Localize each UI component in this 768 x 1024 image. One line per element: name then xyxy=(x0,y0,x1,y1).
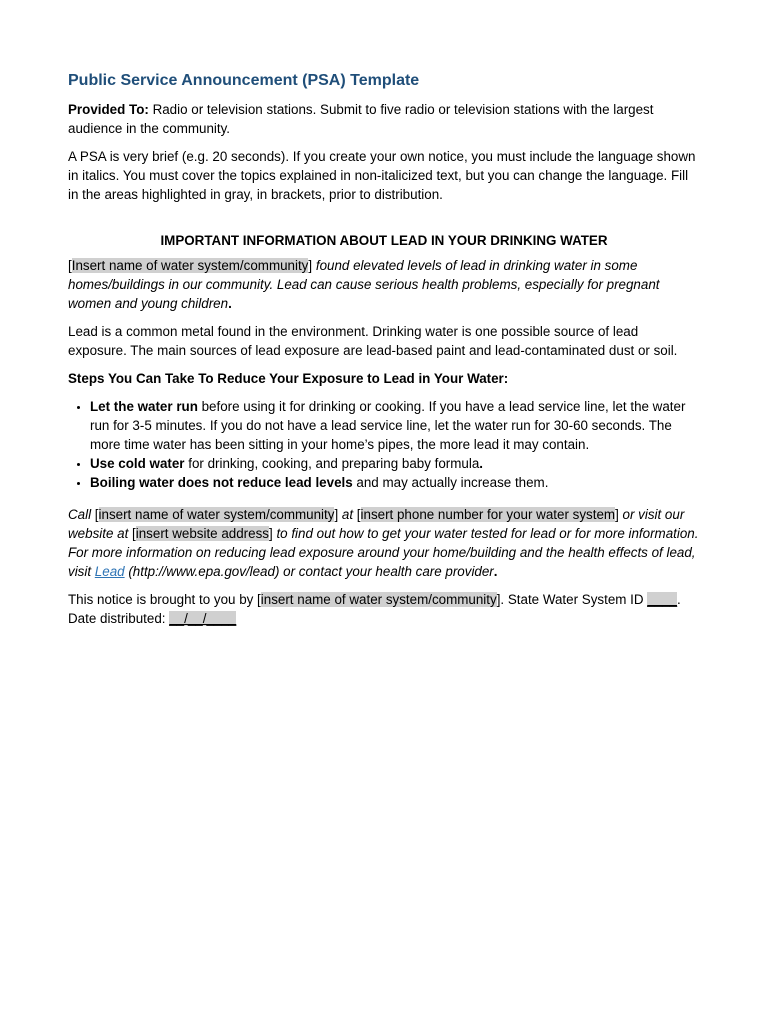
provided-to-text: Radio or television stations. Submit to five radio or television stations with the largest audience in the community. xyxy=(68,102,654,136)
step-1-bold: Let the water run xyxy=(90,399,198,414)
intro-paragraph: A PSA is very brief (e.g. 20 seconds). If you create your own notice, you must include the language shown in italics. You must cover the topics explained in non-italicized text, but you can change the language. Fill in the areas highlighted in gray, in brackets, prior to distribution. xyxy=(68,149,696,202)
notice-paragraph-1-end: . xyxy=(228,296,232,311)
placeholder-water-system-2: insert name of water system/community xyxy=(98,507,335,522)
list-item xyxy=(90,454,700,473)
placeholder-phone: insert phone number for your water system xyxy=(360,507,616,522)
steps-list xyxy=(68,397,700,492)
bracket-open: [ xyxy=(68,258,72,273)
step-3-bold: Boiling water does not reduce lead levels xyxy=(90,475,353,490)
water-system-id-blank: ____ xyxy=(647,592,678,607)
notice-title: IMPORTANT INFORMATION ABOUT LEAD IN YOUR DRINKING WATER xyxy=(160,233,608,248)
contact-end: . xyxy=(493,564,498,579)
step-2-end: . xyxy=(479,456,484,471)
placeholder-water-system: Insert name of water system/community xyxy=(71,258,309,273)
steps-heading: Steps You Can Take To Reduce Your Exposure to Lead in Your Water: xyxy=(68,371,509,386)
list-item xyxy=(90,397,700,454)
contact-paragraph: Call [insert name of water system/community] at [insert phone number for your water system] or visit our website at [insert website address] to find out how to get your water tested for lead or for more information. For more information on reducing lead exposure around your home/building and the health effects of lead, visit Lead (http://www.epa.gov/lead) or contact your health care provider. xyxy=(68,507,699,579)
lead-link[interactable]: Lead xyxy=(94,564,125,579)
list-item xyxy=(90,473,700,492)
placeholder-water-system-3: insert name of water system/community xyxy=(260,592,497,607)
footer-paragraph xyxy=(68,590,700,628)
step-2-text: for drinking, cooking, and preparing baby formula xyxy=(184,456,480,471)
contact-rest: to find out how to get your water tested for lead or for more information. For more information on reducing lead exposure around your home/building and the health effects of lead, visit xyxy=(68,526,699,579)
contact-at: at xyxy=(338,507,357,522)
placeholder-website: insert website address xyxy=(135,526,269,541)
footer-pre: This notice is brought to you by [ xyxy=(68,592,261,607)
bracket-close: ] xyxy=(308,258,313,273)
contact-url-text: (http://www.epa.gov/lead) or contact your health care provider xyxy=(124,564,494,579)
footer-mid: ]. State Water System ID xyxy=(496,592,648,607)
notice-paragraph-2: Lead is a common metal found in the environment. Drinking water is one possible source of lead exposure. The main sources of lead exposure are lead-based paint and lead-contaminated dust or soil. xyxy=(68,324,678,358)
footer-date-label: . Date distributed: xyxy=(68,592,681,626)
step-3-text: and may actually increase them. xyxy=(352,475,549,490)
contact-visit: or visit our website at xyxy=(68,507,685,541)
step-1-text: before using it for drinking or cooking. If you have a lead service line, let the water run for 3-5 minutes. If you do not have a lead service line, let the water run for 30-60 seconds. The more time water has been sitting in your home’s pipes, the more lead it may contain. xyxy=(90,399,686,452)
date-distributed-blank: __/__/____ xyxy=(169,611,237,626)
notice-paragraph-1-text: found elevated levels of lead in drinking water in some homes/buildings in our community. Lead can cause serious health problems, especially for pregnant women and young children xyxy=(68,258,660,311)
contact-call: Call xyxy=(68,507,95,522)
step-2-bold: Use cold water xyxy=(90,456,185,471)
document-title: Public Service Announcement (PSA) Template xyxy=(68,72,420,89)
provided-to-paragraph xyxy=(68,100,700,138)
notice-paragraph-1 xyxy=(68,256,700,313)
provided-to-label: Provided To: xyxy=(68,102,149,117)
